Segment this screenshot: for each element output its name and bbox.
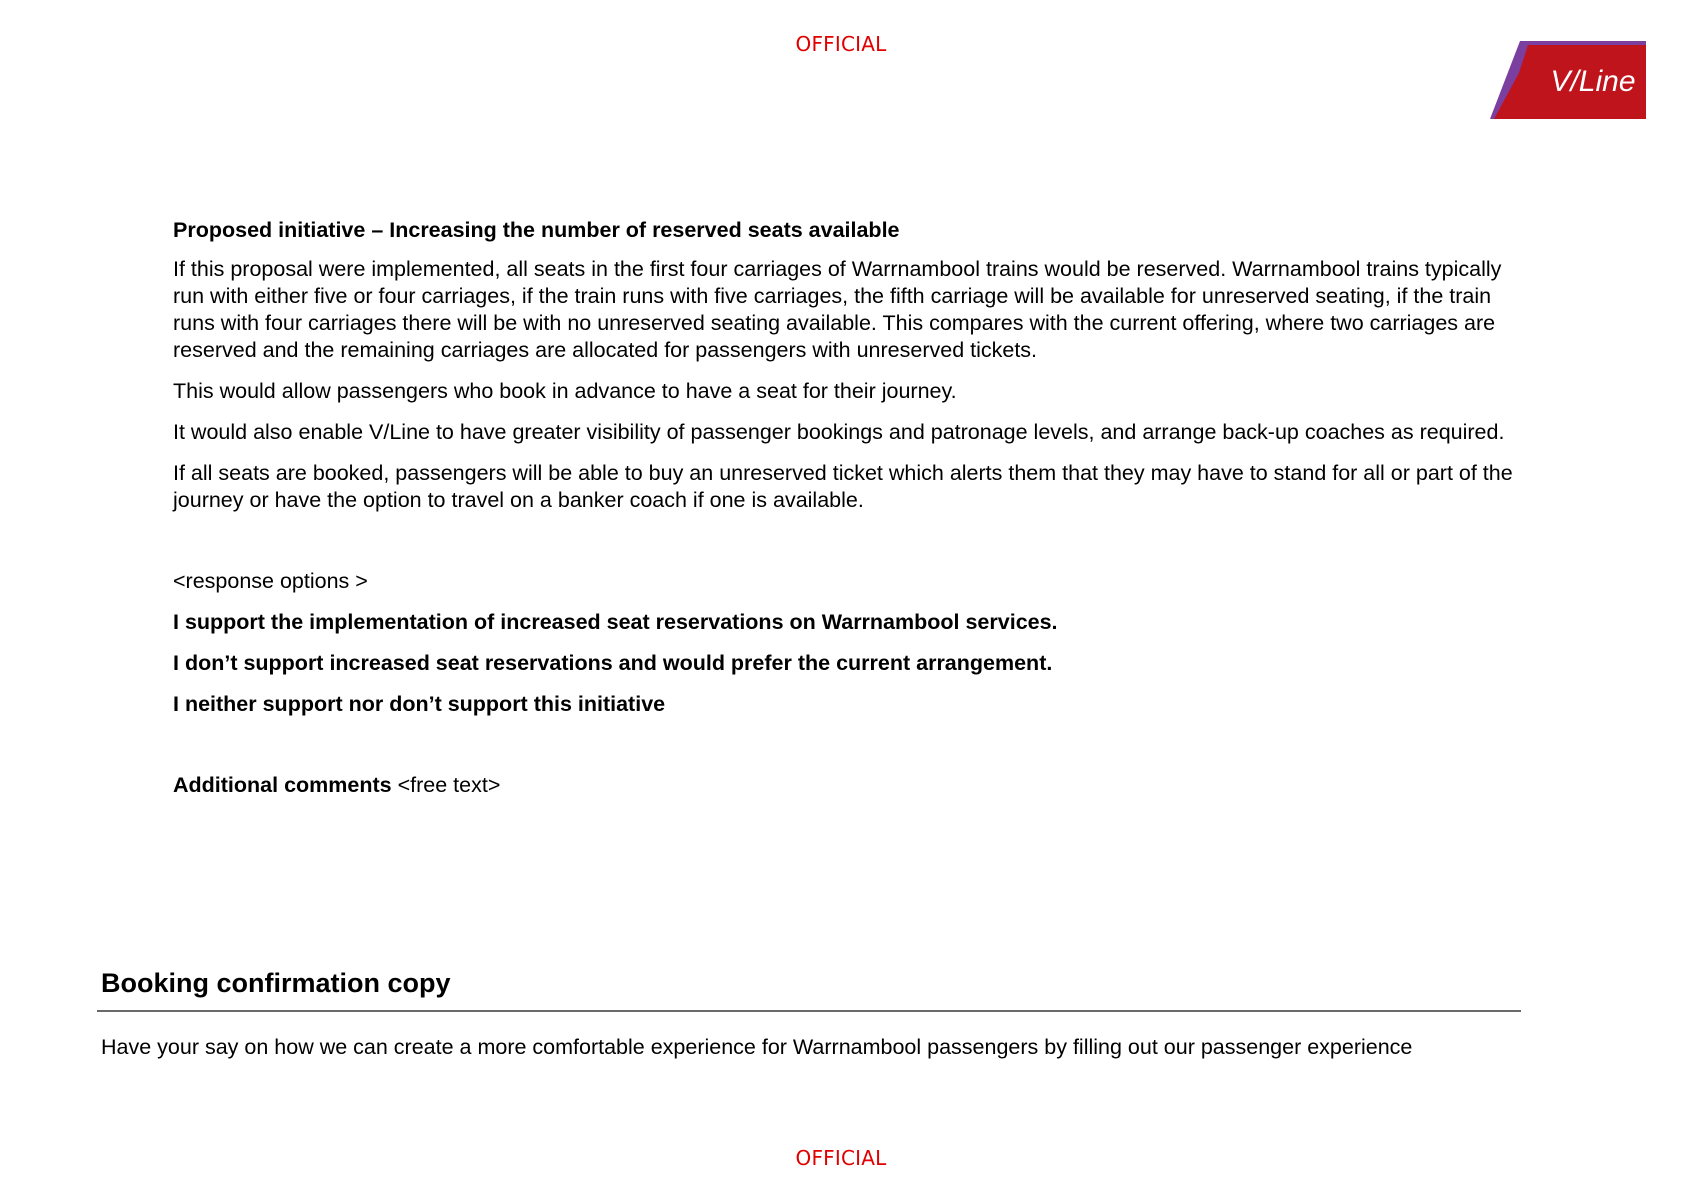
vline-logo [1490,41,1646,119]
response-option-neutral: I neither support nor don’t support this initiative [173,692,666,716]
additional-comments [173,772,1533,799]
section-divider [97,1010,1521,1012]
booking-title: Booking confirmation copy [101,968,451,998]
initiative-paragraph-4: If all seats are booked, passengers will be able to buy an unreserved ticket which alerts them that they may have to stand for all or part of the journey or have the option to travel on a banker coach if one is available. [173,461,1513,512]
response-options-label: <response options > [173,569,368,593]
additional-comments-hint: <free text> [391,773,501,797]
initiative-paragraph-1: If this proposal were implemented, all seats in the first four carriages of Warrnambool trains would be reserved. Warrnambool trains typically run with either five or four carriages, if the train runs with five carriages, the fifth carriage will be available for unreserved seating, if the train runs with four carriages there will be with no unreserved seating available. This compares with the current offering, where two carriages are reserved and the remaining carriages are allocated for passengers with unreserved tickets. [173,257,1502,362]
additional-comments-label: Additional comments [173,773,392,797]
logo-wordmark: V/Line [1550,65,1636,98]
initiative-paragraph-2: This would allow passengers who book in advance to have a seat for their journey. [173,379,957,403]
response-option-support: I support the implementation of increased seat reservations on Warrnambool services. [173,610,1058,634]
classification-marking-top: OFFICIAL [795,32,887,56]
initiative-section [173,217,1533,799]
booking-text: Have your say on how we can create a more comfortable experience for Warrnambool passengers by filling out our passenger experience [101,1035,1413,1059]
classification-marking-bottom: OFFICIAL [795,1146,887,1170]
booking-section [97,966,1521,1061]
response-option-oppose: I don’t support increased seat reservations and would prefer the current arrangement. [173,651,1053,675]
initiative-paragraph-3: It would also enable V/Line to have greater visibility of passenger bookings and patronage levels, and arrange back-up coaches as required. [173,420,1505,444]
initiative-heading: Proposed initiative – Increasing the number of reserved seats available [173,218,900,242]
